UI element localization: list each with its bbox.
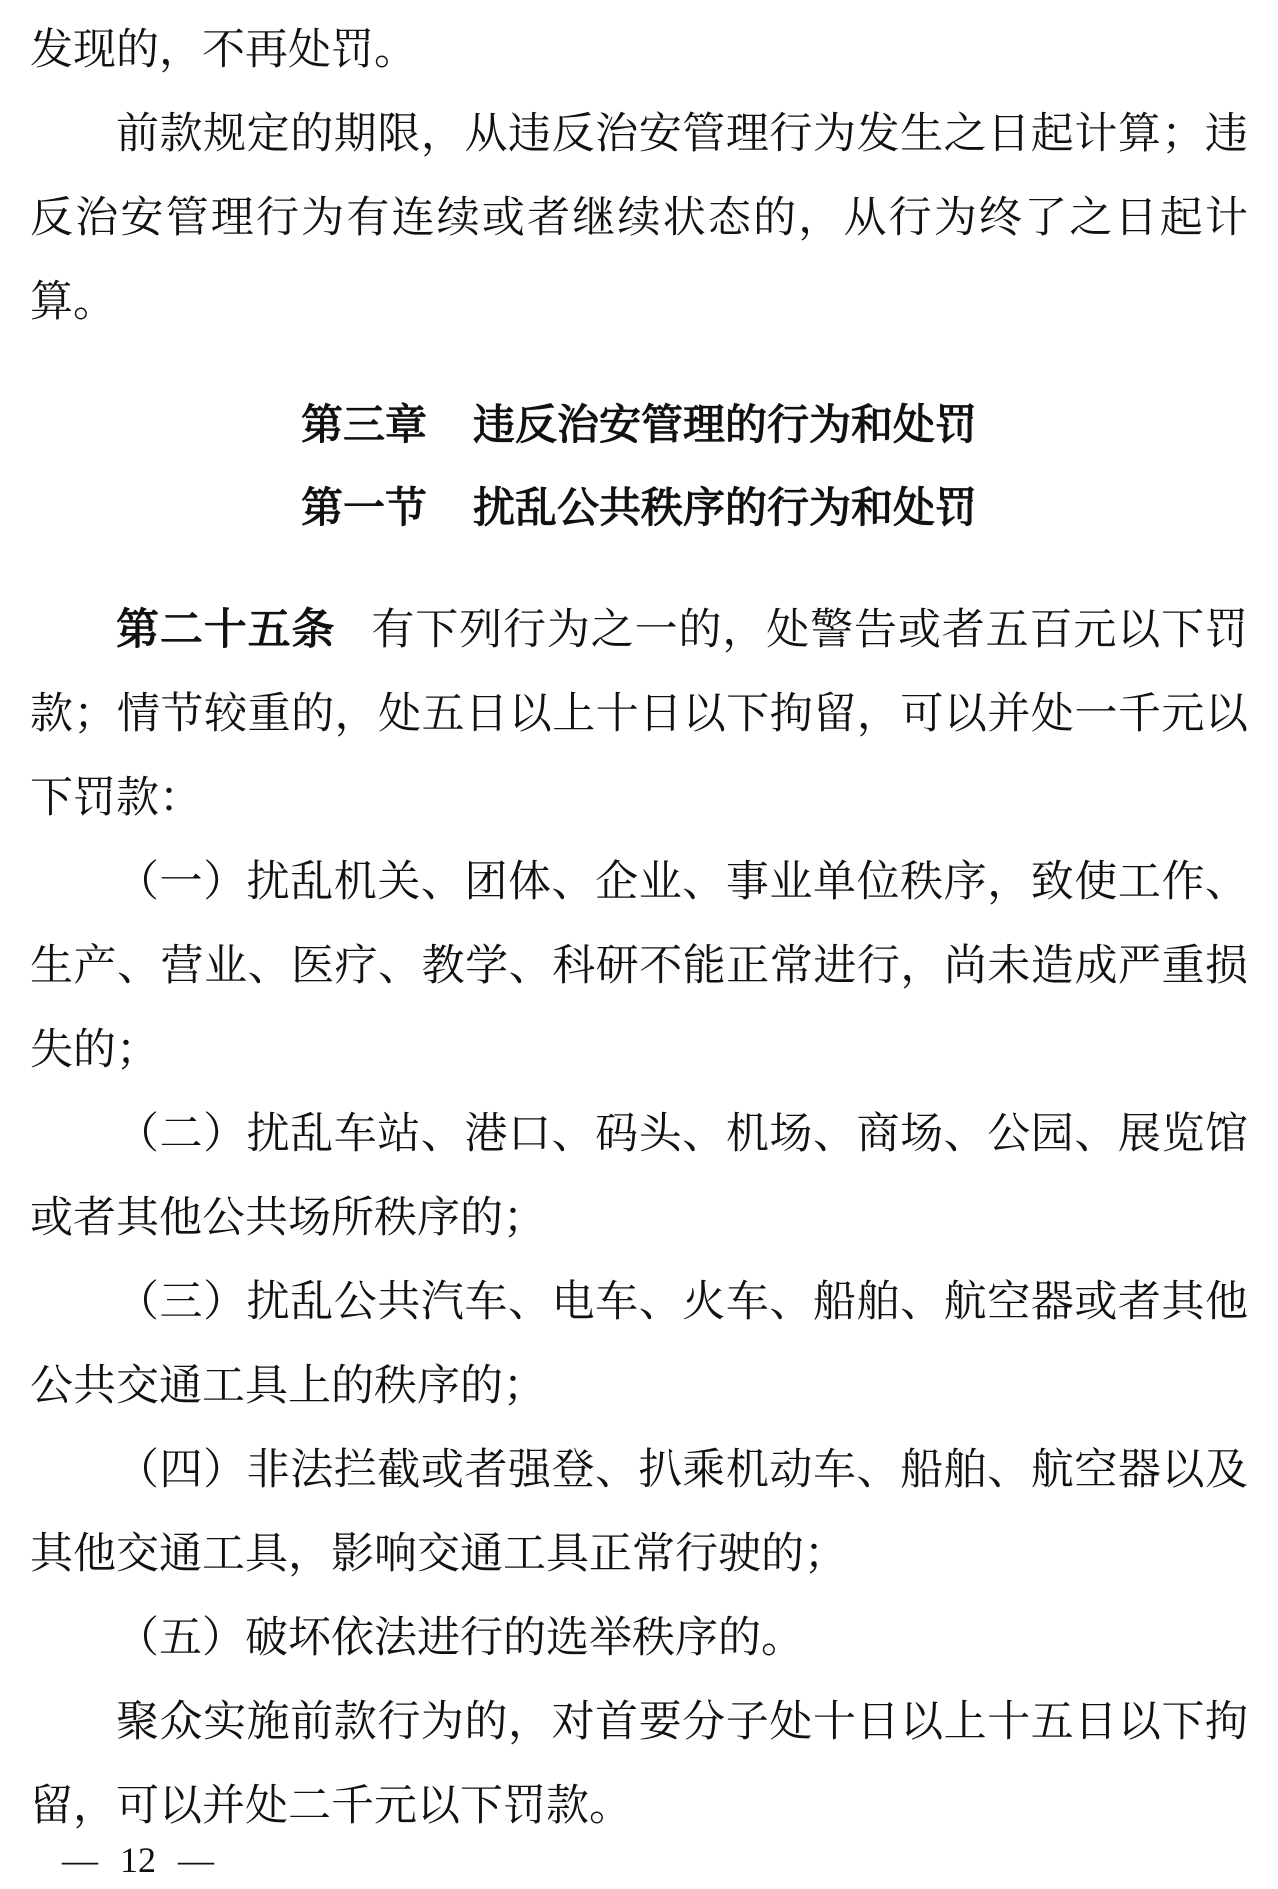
list-item-1-continued: 失的；	[30, 1025, 159, 1075]
chapter-heading	[0, 383, 1278, 467]
text-line: 留，可以并处二千元以下罚款。	[30, 1781, 632, 1831]
text-line: 算。	[30, 277, 116, 327]
list-item-4: （四）非法拦截或者强登、扒乘机动车、船舶、航空器以及	[116, 1445, 1248, 1495]
footer-dash-left: —	[62, 1840, 98, 1880]
chapter-number: 第三章	[300, 400, 427, 449]
list-item-1: （一）扰乱机关、团体、企业、事业单位秩序，致使工作、	[116, 857, 1248, 907]
section-heading	[0, 466, 1278, 550]
article-text: 有下列行为之一的，处警告或者五百元以下罚	[371, 605, 1248, 655]
list-item-3: （三）扰乱公共汽车、电车、火车、船舶、航空器或者其他	[116, 1277, 1248, 1327]
list-item-2-continued: 或者其他公共场所秩序的；	[30, 1193, 546, 1243]
page-footer	[40, 1838, 236, 1882]
closing-paragraph: 聚众实施前款行为的，对首要分子处十日以上十五日以下拘	[116, 1697, 1248, 1747]
list-item-4-continued: 其他交通工具，影响交通工具正常行驶的；	[30, 1529, 847, 1579]
footer-dash-right: —	[178, 1840, 214, 1880]
text-line: 反治安管理行为有连续或者继续状态的，从行为终了之日起计	[30, 193, 1248, 243]
article-first-line	[116, 588, 1248, 672]
list-item-3-continued: 公共交通工具上的秩序的；	[30, 1361, 546, 1411]
section-title: 扰乱公共秩序的行为和处罚	[473, 483, 978, 532]
text-line: 发现的，不再处罚。	[30, 25, 417, 75]
list-item-5: （五）破坏依法进行的选举秩序的。	[116, 1613, 804, 1663]
list-item-2: （二）扰乱车站、港口、码头、机场、商场、公园、展览馆	[116, 1109, 1248, 1159]
paragraph-first-line: 前款规定的期限，从违反治安管理行为发生之日起计算；违	[116, 109, 1248, 159]
text-line: 下罚款：	[30, 773, 202, 823]
chapter-title: 违反治安管理的行为和处罚	[473, 400, 978, 449]
article-label: 第二十五条	[116, 605, 336, 655]
section-number: 第一节	[300, 483, 427, 532]
page-number: 12	[120, 1840, 156, 1880]
text-line: 款；情节较重的，处五日以上十日以下拘留，可以并处一千元以	[30, 689, 1248, 739]
list-item-1-continued: 生产、营业、医疗、教学、科研不能正常进行，尚未造成严重损	[30, 941, 1248, 991]
